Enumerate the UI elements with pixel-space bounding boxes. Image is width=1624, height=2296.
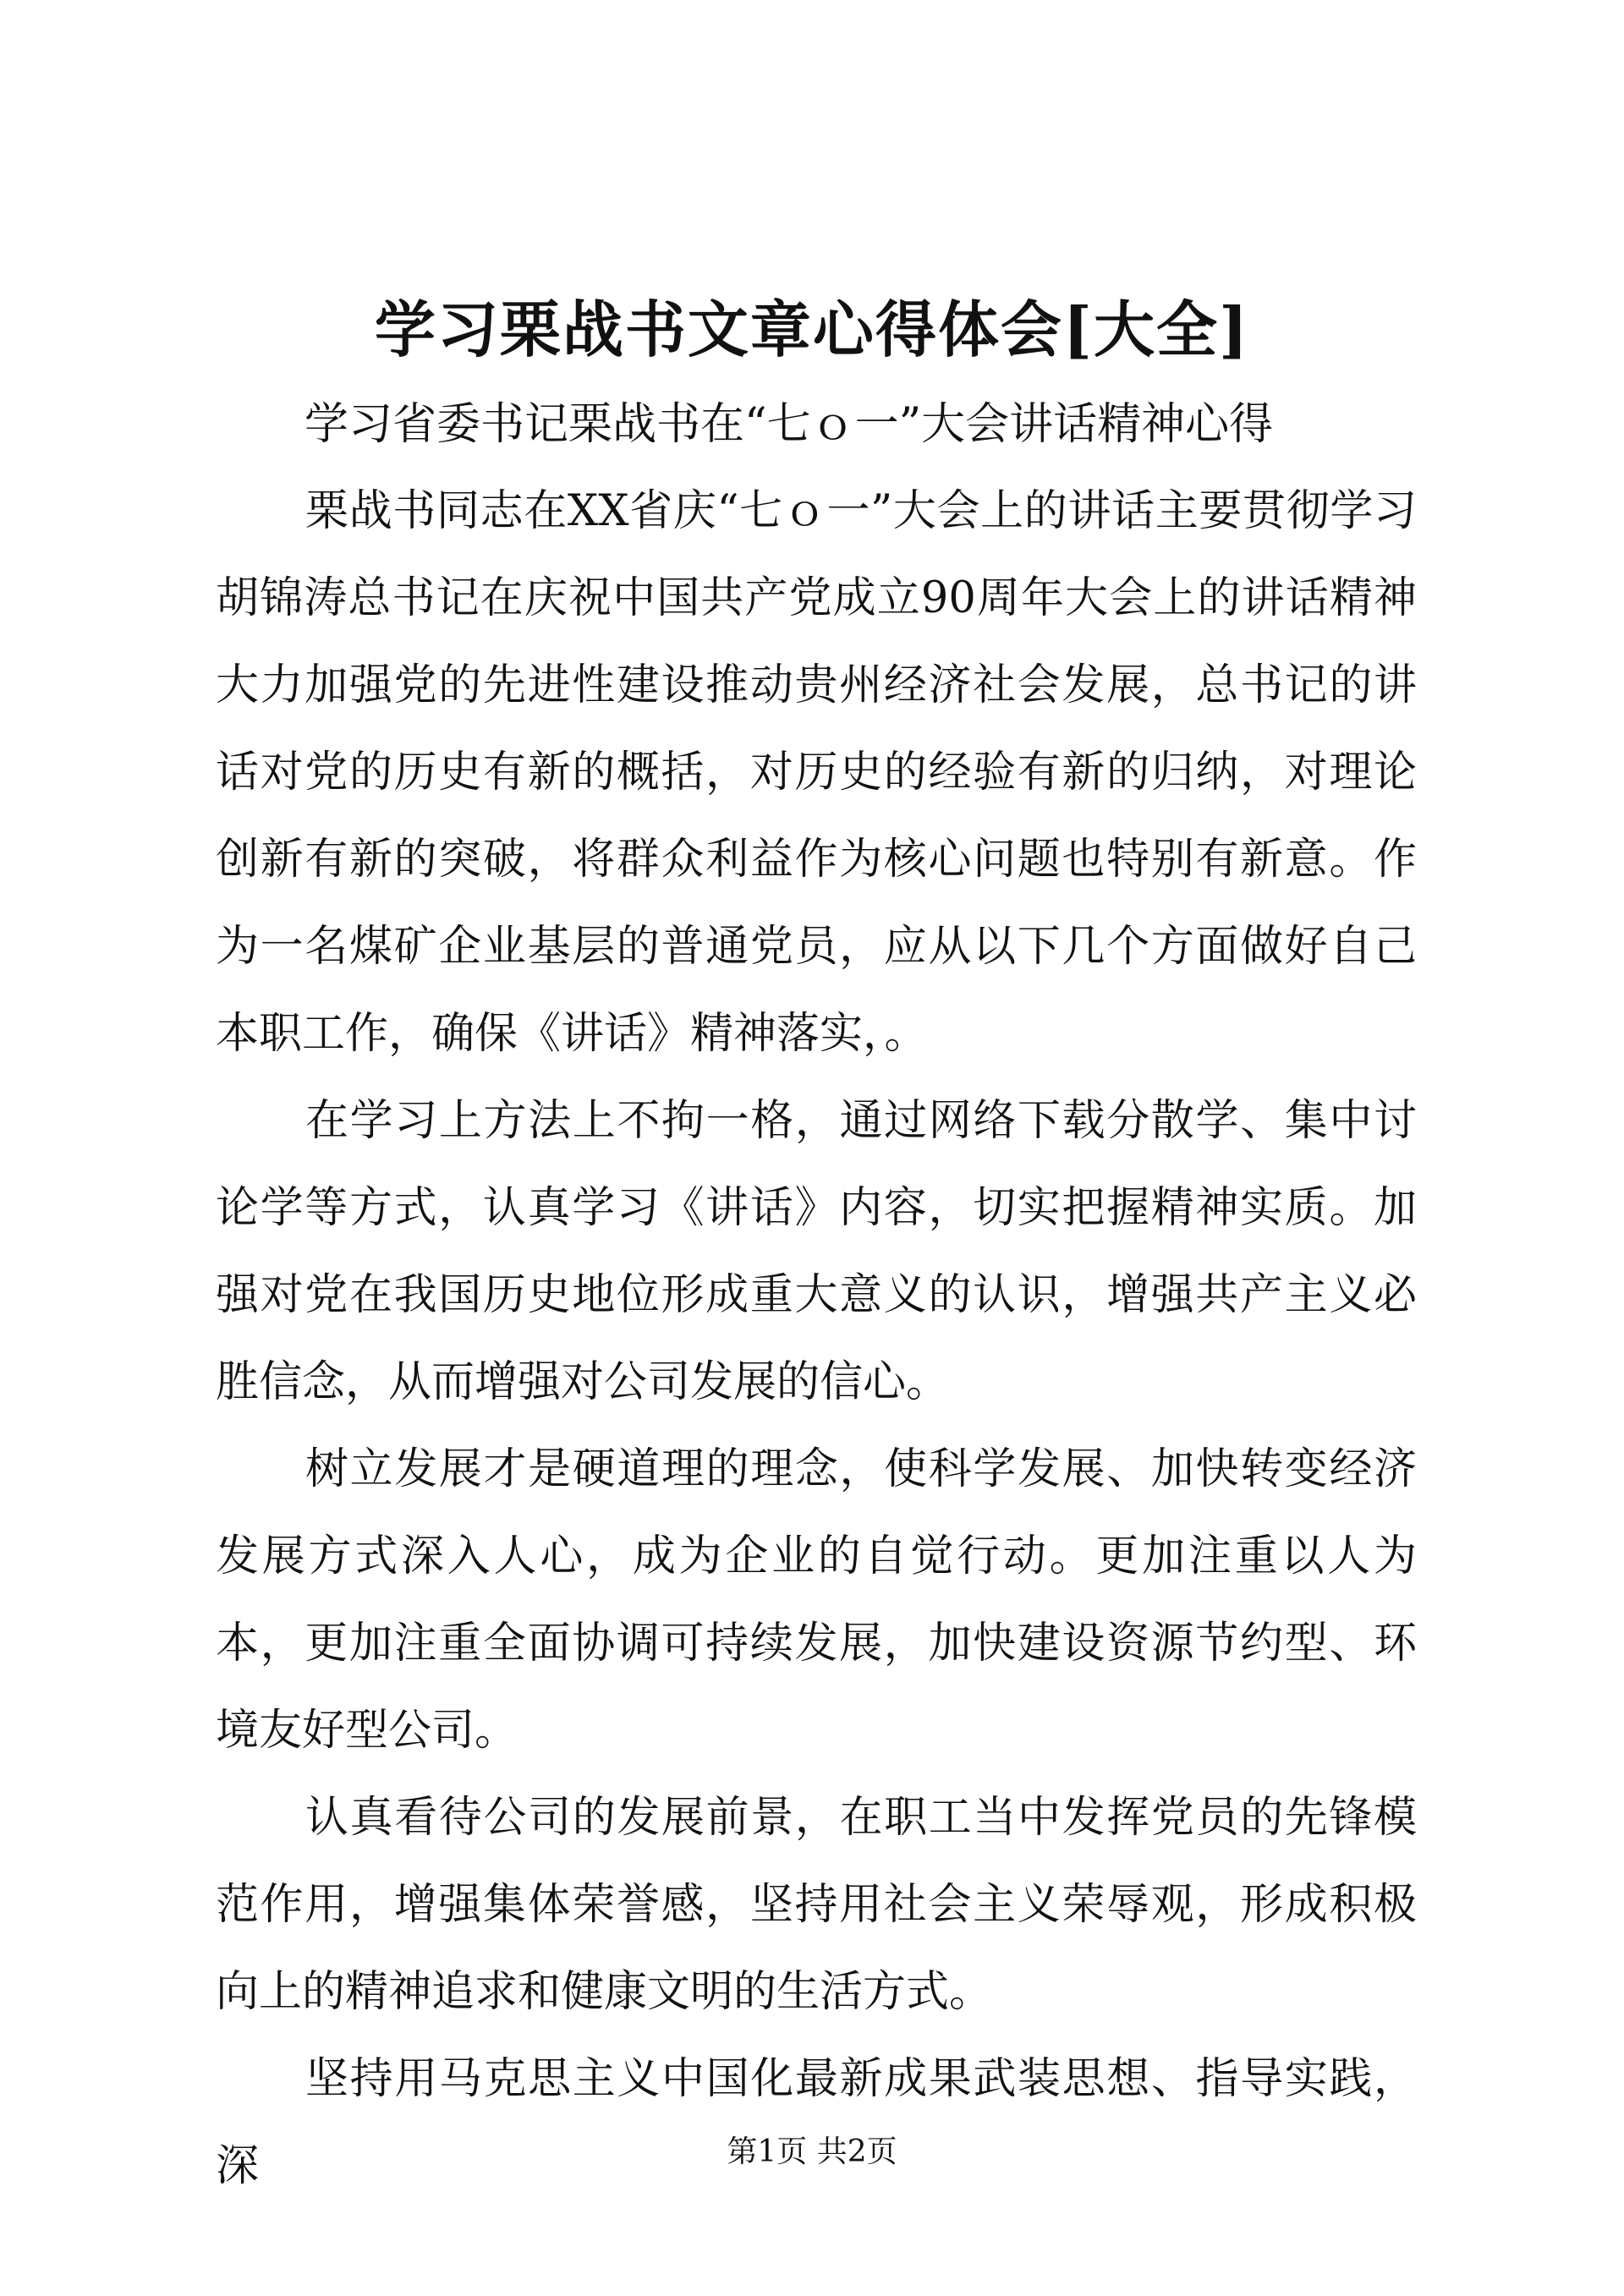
page-number-footer: 第1页 共2页 — [727, 2134, 897, 2169]
paragraph: 在学习上方法上不拘一格，通过网络下载分散学、集中讨论学等方式，认真学习《讲话》内容，切实把握精神实质。加强对党在我国历史地位形成重大意义的认识，增强共产主义必胜信念，从而增强对公司发展的信心。 — [216, 1096, 1417, 1407]
document-body — [216, 468, 1417, 2210]
paragraph: 坚持用马克思主义中国化最新成果武装思想、指导实践，深 — [216, 2054, 1417, 2191]
paragraph: 树立发展才是硬道理的理念，使科学发展、加快转变经济发展方式深入人心，成为企业的自觉行动。更加注重以人为本，更加注重全面协调可持续发展，加快建设资源节约型、环境友好型公司。 — [216, 1444, 1417, 1756]
document-title: 学习栗战书文章心得体会[大全] — [374, 293, 1250, 365]
document-subtitle: 学习省委书记栗战书在“七ｏ一”大会讲话精神心得 — [304, 399, 1274, 450]
paragraph: 认真看待公司的发展前景，在职工当中发挥党员的先锋模范作用，增强集体荣誉感，坚持用社会主义荣辱观，形成积极向上的精神追求和健康文明的生活方式。 — [216, 1793, 1417, 2017]
paragraph: 栗战书同志在XX省庆“七ｏ一”大会上的讲话主要贯彻学习胡锦涛总书记在庆祝中国共产党成立90周年大会上的讲话精神大力加强党的先进性建设推动贵州经济社会发展，总书记的讲话对党的历史有新的概括，对历史的经验有新的归纳，对理论创新有新的突破，将群众利益作为核心问题也特别有新意。作为一名煤矿企业基层的普通党员，应从以下几个方面做好自己本职工作，确保《讲话》精神落实，。 — [216, 486, 1417, 1059]
